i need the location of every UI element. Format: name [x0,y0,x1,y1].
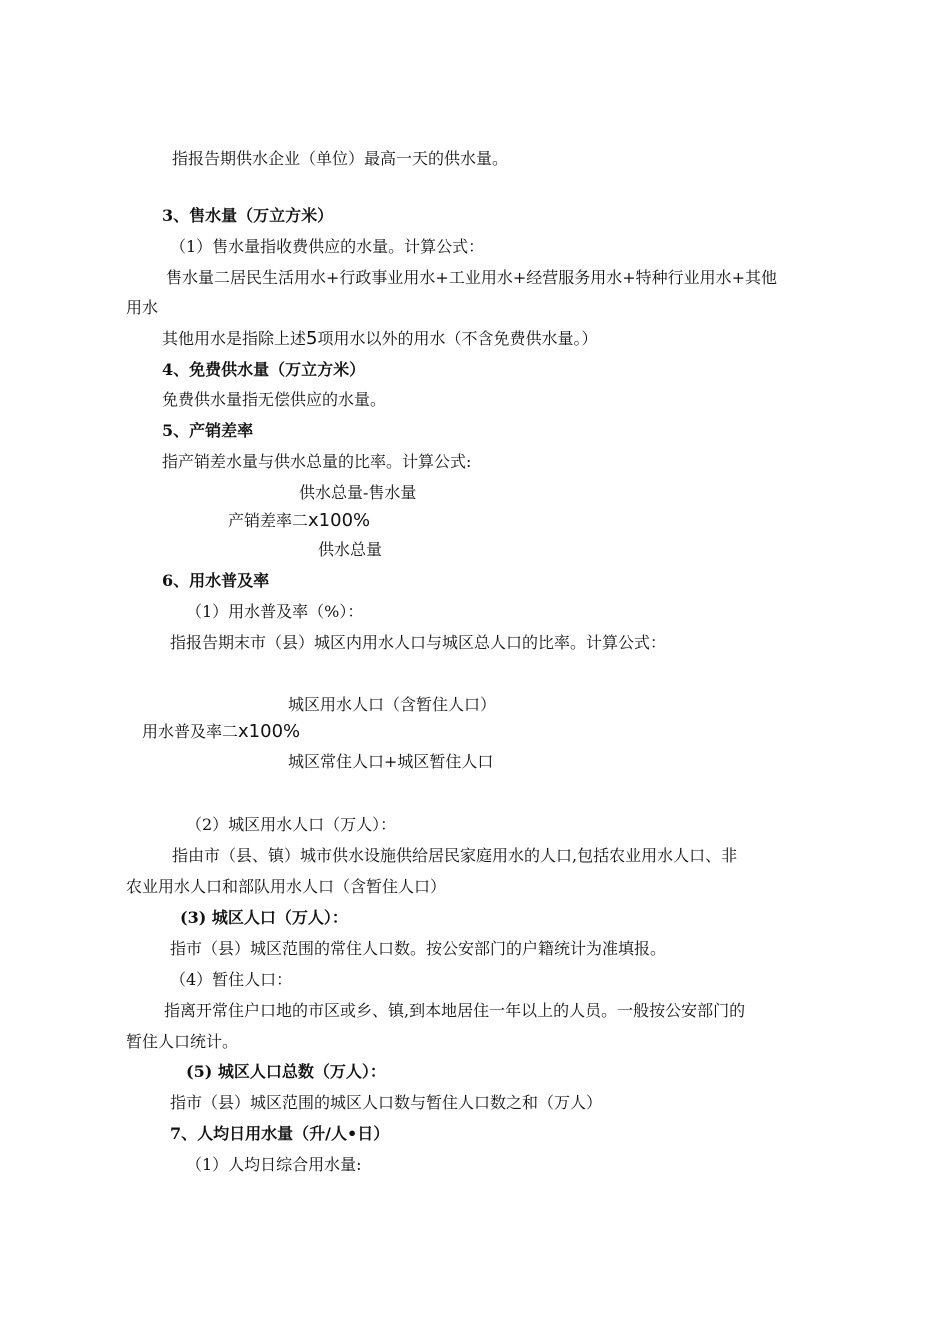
formula-sales-continued: 用水 [126,298,159,317]
formula-coverage-line: 用水普及率二x100% [142,721,301,742]
paragraph-total-urban-population: 指市（县）城区范围的城区人口数与暂住人口数之和（万人） [170,1093,603,1112]
formula-nrw-numerator: 供水总量-售水量 [299,483,417,502]
paragraph-served-population-continued: 农业用水人口和部队用水人口（含暂住人口） [126,877,447,896]
formula-nrw-denominator: 供水总量 [318,540,383,559]
heading-water-sales: 3、售水量（万立方米） [162,206,334,225]
paragraph-sales-definition: （1）售水量指收费供应的水量。计算公式： [170,237,485,256]
paragraph-temporary-population-continued: 暂住人口统计。 [126,1032,239,1051]
paragraph-free-supply-definition: 免费供水量指无偿供应的水量。 [162,390,387,409]
formula-coverage-numerator: 城区用水人口（含暂住人口） [288,695,497,714]
subheading-per-capita-comprehensive: （1）人均日综合用水量: [186,1155,362,1174]
paragraph-served-population: 指由市（县、镇）城市供水设施供给居民家庭用水的人口,包括农业用水人口、非 [172,846,738,865]
paragraph-other-water-use: 其他用水是指除上述5项用水以外的用水（不含免费供水量。） [162,328,598,349]
formula-nrw-line: 产销差率二x100% [228,510,371,531]
paragraph-coverage-rate-title: （1）用水普及率（%）： [186,602,364,621]
heading-per-capita-daily-use: 7、人均日用水量（升/人•日） [170,1124,390,1143]
formula-sales: 售水量二居民生活用水+行政事业用水+工业用水+经营服务用水+特种行业用水+其他 [166,268,778,287]
heading-nrw-rate: 5、产销差率 [162,421,254,440]
subheading-temporary-population: （4）暂住人口： [170,970,293,989]
subheading-total-urban-population: (5) 城区人口总数（万人）： [186,1062,386,1081]
subheading-urban-population: (3) 城区人口（万人）： [180,908,348,927]
paragraph-urban-population: 指市（县）城区范围的常住人口数。按公安部门的户籍统计为准填报。 [170,939,667,958]
subheading-served-population: （2）城区用水人口（万人）： [186,815,397,834]
paragraph-nrw-definition: 指产销差水量与供水总量的比率。计算公式: [162,452,472,471]
paragraph-max-daily-supply: 指报告期供水企业（单位）最高一天的供水量。 [172,149,509,168]
heading-free-supply: 4、免费供水量（万立方米） [162,360,366,379]
heading-coverage-rate: 6、用水普及率 [162,571,270,590]
paragraph-temporary-population: 指离开常住户口地的市区或乡、镇,到本地居住一年以上的人员。一般按公安部门的 [164,1001,746,1020]
paragraph-coverage-definition: 指报告期末市（县）城区内用水人口与城区总人口的比率。计算公式： [170,633,667,652]
formula-coverage-denominator: 城区常住人口+城区暂住人口 [288,752,494,771]
